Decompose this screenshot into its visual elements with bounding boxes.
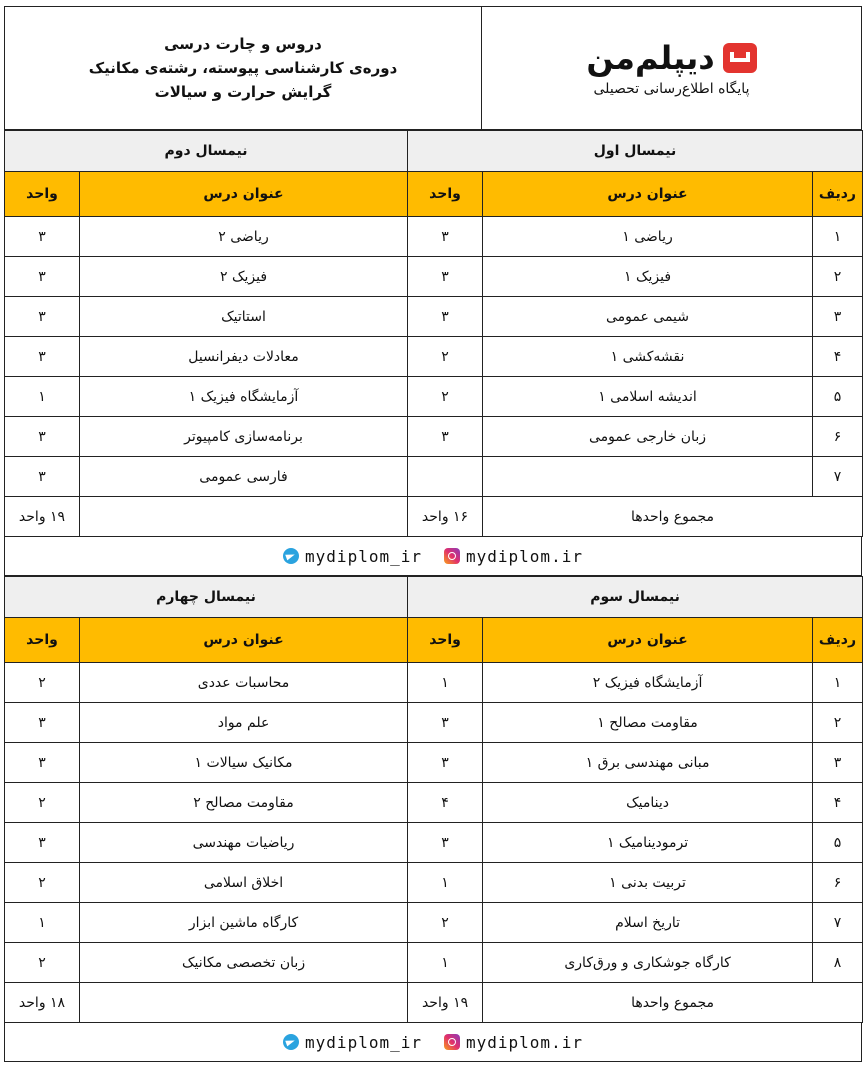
row-index: ۴ — [813, 783, 863, 823]
instagram-icon — [444, 548, 460, 564]
semester-table-1-2 — [4, 130, 863, 537]
course-units: ۲ — [5, 943, 80, 983]
row-index: ۱ — [813, 217, 863, 257]
course-name: زبان تخصصی مکانیک — [80, 943, 408, 983]
col-header-name: عنوان درس — [80, 618, 408, 663]
course-units — [408, 457, 483, 497]
course-name: ریاضی ۲ — [80, 217, 408, 257]
title-line-3: گرایش حرارت و سیالات — [154, 83, 332, 101]
sum-units: ۱۸ واحد — [5, 983, 80, 1023]
row-index: ۲ — [813, 257, 863, 297]
course-units: ۳ — [408, 297, 483, 337]
course-units: ۳ — [408, 743, 483, 783]
course-name — [483, 457, 813, 497]
semester-table-3-4 — [4, 576, 863, 1023]
row-index: ۳ — [813, 743, 863, 783]
course-name: تربیت بدنی ۱ — [483, 863, 813, 903]
social-footer — [4, 536, 862, 576]
course-units: ۳ — [5, 703, 80, 743]
course-name: آزمایشگاه فیزیک ۲ — [483, 663, 813, 703]
instagram-link[interactable] — [444, 547, 583, 566]
course-name: مقاومت مصالح ۲ — [80, 783, 408, 823]
course-units: ۳ — [5, 257, 80, 297]
table-row — [5, 863, 863, 903]
course-units: ۳ — [5, 297, 80, 337]
col-header-idx: ردیف — [813, 172, 863, 217]
table-row — [5, 377, 863, 417]
row-index: ۱ — [813, 663, 863, 703]
course-units: ۳ — [408, 217, 483, 257]
course-name: فیزیک ۱ — [483, 257, 813, 297]
course-units: ۱ — [408, 863, 483, 903]
table-row — [5, 457, 863, 497]
course-name: کارگاه جوشکاری و ورق‌کاری — [483, 943, 813, 983]
telegram-icon — [283, 1034, 299, 1050]
course-name: معادلات دیفرانسیل — [80, 337, 408, 377]
instagram-link[interactable] — [444, 1033, 583, 1052]
course-name: ریاضی ۱ — [483, 217, 813, 257]
row-index: ۴ — [813, 337, 863, 377]
col-header-idx: ردیف — [813, 618, 863, 663]
header-title — [5, 7, 482, 129]
row-index: ۳ — [813, 297, 863, 337]
course-units: ۳ — [5, 823, 80, 863]
course-units: ۳ — [5, 457, 80, 497]
telegram-icon — [283, 548, 299, 564]
course-name: فیزیک ۲ — [80, 257, 408, 297]
course-name: علم مواد — [80, 703, 408, 743]
col-header-unit: واحد — [5, 172, 80, 217]
table-row — [5, 217, 863, 257]
course-units: ۳ — [5, 337, 80, 377]
sum-units: ۱۹ واحد — [5, 497, 80, 537]
course-units: ۲ — [5, 663, 80, 703]
row-index: ۸ — [813, 943, 863, 983]
title-line-2: دوره‌ی کارشناسی پیوسته، رشته‌ی مکانیک — [88, 59, 398, 77]
logo-text: دیپلم‌من — [586, 39, 715, 77]
semester-title: نیمسال اول — [408, 131, 863, 172]
empty-cell — [80, 983, 408, 1023]
empty-cell — [80, 497, 408, 537]
instagram-handle: mydiplom.ir — [466, 546, 583, 566]
course-name: مبانی مهندسی برق ۱ — [483, 743, 813, 783]
col-header-unit: واحد — [408, 618, 483, 663]
table-row — [5, 943, 863, 983]
course-units: ۳ — [408, 823, 483, 863]
row-index: ۲ — [813, 703, 863, 743]
table-row — [5, 703, 863, 743]
course-name: نقشه‌کشی ۱ — [483, 337, 813, 377]
table-row — [5, 337, 863, 377]
telegram-handle: mydiplom_ir — [305, 1032, 422, 1052]
course-name: شیمی عمومی — [483, 297, 813, 337]
course-name: دینامیک — [483, 783, 813, 823]
row-index: ۵ — [813, 823, 863, 863]
semester-title: نیمسال چهارم — [5, 577, 408, 618]
sum-units: ۱۶ واحد — [408, 497, 483, 537]
course-name: تاریخ اسلام — [483, 903, 813, 943]
course-name: آزمایشگاه فیزیک ۱ — [80, 377, 408, 417]
course-name: اخلاق اسلامی — [80, 863, 408, 903]
course-units: ۳ — [408, 417, 483, 457]
table-row — [5, 417, 863, 457]
diplom-logo-icon — [723, 43, 757, 73]
course-name: ترمودینامیک ۱ — [483, 823, 813, 863]
logo — [586, 39, 756, 77]
sum-label: مجموع واحدها — [483, 983, 863, 1023]
course-units: ۳ — [5, 417, 80, 457]
course-units: ۱ — [5, 903, 80, 943]
table-row — [5, 663, 863, 703]
course-name: فارسی عمومی — [80, 457, 408, 497]
logo-subtitle: پایگاه اطلاع‌رسانی تحصیلی — [593, 81, 750, 97]
course-units: ۴ — [408, 783, 483, 823]
course-units: ۳ — [5, 217, 80, 257]
course-name: مقاومت مصالح ۱ — [483, 703, 813, 743]
table-row — [5, 823, 863, 863]
semester-title: نیمسال سوم — [408, 577, 863, 618]
row-index: ۶ — [813, 417, 863, 457]
course-name: مکانیک سیالات ۱ — [80, 743, 408, 783]
social-footer — [4, 1022, 862, 1062]
row-index: ۶ — [813, 863, 863, 903]
table-row — [5, 257, 863, 297]
logo-area — [482, 7, 861, 129]
instagram-handle: mydiplom.ir — [466, 1032, 583, 1052]
table-row — [5, 743, 863, 783]
course-units: ۱ — [408, 943, 483, 983]
course-name: اندیشه اسلامی ۱ — [483, 377, 813, 417]
row-index: ۷ — [813, 457, 863, 497]
course-units: ۱ — [408, 663, 483, 703]
title-line-1: دروس و چارت درسی — [164, 35, 322, 53]
header — [4, 6, 862, 130]
course-units: ۲ — [408, 903, 483, 943]
instagram-icon — [444, 1034, 460, 1050]
course-units: ۳ — [408, 703, 483, 743]
telegram-link[interactable] — [283, 1033, 422, 1052]
col-header-name: عنوان درس — [483, 172, 813, 217]
course-name: کارگاه ماشین ابزار — [80, 903, 408, 943]
table-row — [5, 783, 863, 823]
telegram-link[interactable] — [283, 547, 422, 566]
course-units: ۳ — [408, 257, 483, 297]
semester-title: نیمسال دوم — [5, 131, 408, 172]
telegram-handle: mydiplom_ir — [305, 546, 422, 566]
course-name: ریاضیات مهندسی — [80, 823, 408, 863]
row-index: ۷ — [813, 903, 863, 943]
course-units: ۲ — [408, 337, 483, 377]
col-header-name: عنوان درس — [80, 172, 408, 217]
course-name: استاتیک — [80, 297, 408, 337]
table-row — [5, 297, 863, 337]
course-units: ۱ — [5, 377, 80, 417]
col-header-name: عنوان درس — [483, 618, 813, 663]
course-units: ۲ — [5, 783, 80, 823]
col-header-unit: واحد — [5, 618, 80, 663]
course-name: محاسبات عددی — [80, 663, 408, 703]
course-name: برنامه‌سازی کامپیوتر — [80, 417, 408, 457]
sum-units: ۱۹ واحد — [408, 983, 483, 1023]
sum-label: مجموع واحدها — [483, 497, 863, 537]
sum-row — [5, 497, 863, 537]
course-units: ۲ — [5, 863, 80, 903]
course-name: زبان خارجی عمومی — [483, 417, 813, 457]
table-row — [5, 903, 863, 943]
course-units: ۳ — [5, 743, 80, 783]
col-header-unit: واحد — [408, 172, 483, 217]
row-index: ۵ — [813, 377, 863, 417]
course-units: ۲ — [408, 377, 483, 417]
sum-row — [5, 983, 863, 1023]
